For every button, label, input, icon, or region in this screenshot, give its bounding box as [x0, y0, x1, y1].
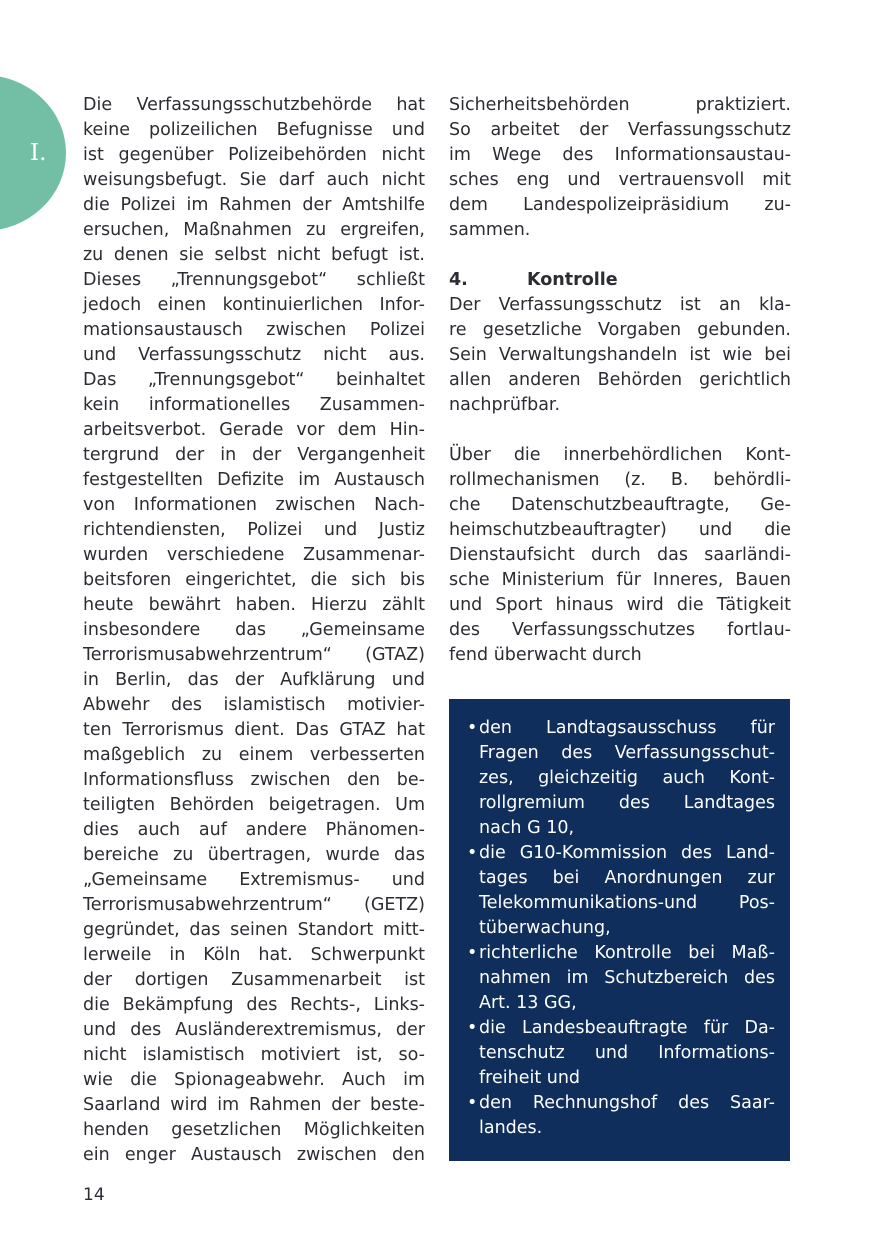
bullet-item: [467, 941, 775, 1016]
text-line: wie die Spionageabwehr. Auch im: [83, 1070, 425, 1090]
bullet-marker: •: [467, 1018, 478, 1038]
bullet-item: [467, 841, 775, 941]
text-line: Sicherheitsbehörden praktiziert.: [449, 95, 791, 115]
bullet-marker: •: [467, 843, 478, 863]
bullet-line: [467, 941, 775, 966]
bullet-marker: •: [467, 1093, 478, 1113]
bullet-line: [467, 1091, 775, 1116]
text-line: So arbeitet der Verfassungsschutz: [449, 120, 791, 140]
text-line: richtendiensten, Polizei und Justiz: [83, 520, 425, 540]
bullet-line: [467, 1041, 775, 1066]
page-number: 14: [83, 1185, 105, 1205]
text-line: „Gemeinsame Extremismus- und: [83, 870, 425, 890]
text-line: dem Landespolizeipräsidium zu-: [449, 195, 791, 215]
text-line: sche Ministerium für Inneres, Bauen: [449, 570, 791, 590]
bullet-text-line: richterliche Kontrolle bei Maß-: [479, 943, 775, 963]
left-column: [83, 93, 425, 1168]
text-line: Die Verfassungsschutzbehörde hat: [83, 95, 425, 115]
text-line: Sein Verwaltungshandeln ist wie bei: [449, 345, 791, 365]
bullet-text-line: nahmen im Schutzbereich des: [479, 968, 775, 988]
text-line: Terrorismusabwehrzentrum“ (GTAZ): [83, 645, 425, 665]
text-line: Über die innerbehördlichen Kont-: [449, 445, 791, 465]
text-line: Das „Trennungsgebot“ beinhaltet: [83, 370, 425, 390]
text-line: von Informationen zwischen Nach-: [83, 495, 425, 515]
text-line: Abwehr des islamistisch motivier-: [83, 695, 425, 715]
bullet-text-line: tages bei Anordnungen zur: [479, 868, 775, 888]
bullet-line: [467, 841, 775, 866]
text-line: tergrund der in der Vergangenheit: [83, 445, 425, 465]
bullet-text-line: tenschutz und Informations-: [479, 1043, 775, 1063]
text-line: und Verfassungsschutz nicht aus.: [83, 345, 425, 365]
bullet-text-line: den Rechnungshof des Saar-: [479, 1093, 775, 1113]
bullet-line: [467, 991, 775, 1016]
bullet-text-line: Fragen des Verfassungsschut-: [479, 743, 775, 763]
bullet-line: [467, 716, 775, 741]
text-line: bereiche zu übertragen, wurde das: [83, 845, 425, 865]
text-line: Terrorismusabwehrzentrum“ (GETZ): [83, 895, 425, 915]
paragraph-3: [449, 443, 791, 668]
text-line: und des Ausländerextremismus, der: [83, 1020, 425, 1040]
text-line: ein enger Austausch zwischen den: [83, 1145, 425, 1165]
text-line: allen anderen Behörden gerichtlich: [449, 370, 791, 390]
chapter-tab-label: I.: [30, 140, 47, 166]
text-line: festgestellten Defizite im Austausch: [83, 470, 425, 490]
text-line: ersuchen, Maßnahmen zu ergreifen,: [83, 220, 425, 240]
bullet-line: [467, 766, 775, 791]
bullet-item: [467, 1091, 775, 1141]
text-line: fend überwacht durch: [449, 645, 642, 665]
bullet-text-line: landes.: [479, 1118, 543, 1138]
bullet-text-line: tüberwachung,: [479, 918, 611, 938]
bullet-line: [467, 741, 775, 766]
bullet-text-line: Telekommunikations-und Pos-: [479, 893, 775, 913]
bullet-text-line: die G10-Kommission des Land-: [479, 843, 775, 863]
section-title: Kontrolle: [527, 270, 618, 290]
text-line: nachprüfbar.: [449, 395, 561, 415]
text-line: beitsforen eingerichtet, die sich bis: [83, 570, 425, 590]
text-line: in Berlin, das der Aufklärung und: [83, 670, 425, 690]
text-line: maßgeblich zu einem verbesserten: [83, 745, 425, 765]
text-line: mationsaustausch zwischen Polizei: [83, 320, 425, 340]
control-bodies-box: [449, 699, 790, 1161]
text-line: jedoch einen kontinuierlichen Infor-: [83, 295, 425, 315]
text-line: teiligten Behörden beigetragen. Um: [83, 795, 425, 815]
bullet-line: [467, 916, 775, 941]
text-line: weisungsbefugt. Sie darf auch nicht: [83, 170, 425, 190]
text-line: sammen.: [449, 220, 531, 240]
text-line: und Sport hinaus wird die Tätigkeit: [449, 595, 791, 615]
text-line: re gesetzliche Vorgaben gebunden.: [449, 320, 791, 340]
text-line: Saarland wird im Rahmen der beste-: [83, 1095, 425, 1115]
bullet-text-line: Art. 13 GG,: [479, 993, 577, 1013]
bullet-item: [467, 1016, 775, 1091]
text-line: heimschutzbeauftragter) und die: [449, 520, 791, 540]
text-line: Informationsfluss zwischen den be-: [83, 770, 425, 790]
bullet-text-line: den Landtagsausschuss für: [479, 718, 775, 738]
bullet-marker: •: [467, 943, 478, 963]
text-line: des Verfassungsschutzes fortlau-: [449, 620, 791, 640]
text-line: zu denen sie selbst nicht befugt ist.: [83, 245, 425, 265]
bullet-line: [467, 791, 775, 816]
bullet-text-line: zes, gleichzeitig auch Kont-: [479, 768, 775, 788]
text-line: die Polizei im Rahmen der Amtshilfe: [83, 195, 425, 215]
bullet-line: [467, 1066, 775, 1091]
paragraph-1: [449, 93, 791, 243]
text-line: arbeitsverbot. Gerade vor dem Hin-: [83, 420, 425, 440]
right-column: [449, 93, 791, 668]
text-line: insbesondere das „Gemeinsame: [83, 620, 425, 640]
text-line: rollmechanismen (z. B. behördli-: [449, 470, 791, 490]
text-line: im Wege des Informationsaustau-: [449, 145, 791, 165]
bullet-line: [467, 891, 775, 916]
paragraph-2: [449, 293, 791, 418]
bullet-text-line: die Landesbeauftragte für Da-: [479, 1018, 775, 1038]
text-line: ist gegenüber Polizeibehörden nicht: [83, 145, 425, 165]
bullet-marker: •: [467, 718, 478, 738]
bullet-text-line: freiheit und: [479, 1068, 581, 1088]
text-line: keine polizeilichen Befugnisse und: [83, 120, 425, 140]
text-line: Dieses „Trennungsgebot“ schließt: [83, 270, 425, 290]
text-line: die Bekämpfung des Rechts-, Links-: [83, 995, 425, 1015]
text-line: heute bewährt haben. Hierzu zählt: [83, 595, 425, 615]
text-line: Der Verfassungsschutz ist an kla-: [449, 295, 791, 315]
bullet-text-line: rollgremium des Landtages: [479, 793, 775, 813]
text-line: che Datenschutzbeauftragte, Ge-: [449, 495, 791, 515]
text-line: sches eng und vertrauensvoll mit: [449, 170, 791, 190]
bullet-line: [467, 866, 775, 891]
text-line: gegründet, das seinen Standort mitt-: [83, 920, 425, 940]
bullet-line: [467, 1016, 775, 1041]
bullet-text-line: nach G 10,: [479, 818, 575, 838]
text-line: wurden verschiedene Zusammenar-: [83, 545, 425, 565]
bullet-line: [467, 966, 775, 991]
text-line: der dortigen Zusammenarbeit ist: [83, 970, 425, 990]
section-heading: [449, 268, 791, 293]
text-line: ten Terrorismus dient. Das GTAZ hat: [83, 720, 425, 740]
text-line: lerweile in Köln hat. Schwerpunkt: [83, 945, 425, 965]
text-line: kein informationelles Zusammen-: [83, 395, 425, 415]
text-line: nicht islamistisch motiviert ist, so-: [83, 1045, 425, 1065]
bullet-list: [467, 716, 775, 1141]
text-line: Dienstaufsicht durch das saarländi-: [449, 545, 791, 565]
bullet-item: [467, 716, 775, 841]
bullet-line: [467, 1116, 775, 1141]
text-line: dies auch auf andere Phänomen-: [83, 820, 425, 840]
text-line: henden gesetzlichen Möglichkeiten: [83, 1120, 425, 1140]
section-number: 4.: [449, 270, 468, 290]
bullet-line: [467, 816, 775, 841]
